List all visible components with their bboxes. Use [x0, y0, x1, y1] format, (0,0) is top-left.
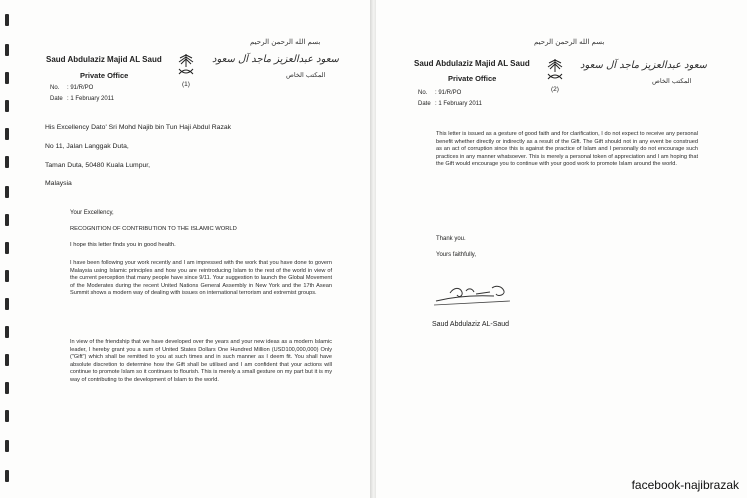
arabic-basmala: بسم الله الرحمن الرحيم — [534, 38, 605, 46]
closing: Yours faithfully, — [436, 252, 477, 258]
letter-page-2 — [376, 0, 747, 498]
page-number: (2) — [551, 86, 559, 93]
body-paragraph-2: In view of the friendship that we have developed over the years and your new ideas as a modern Islamic leader, I hereby grant you a sum of United States Dollars One Hundred Million (USD100,000,000) Only ("Gift") which shall be remitted to you at such times and in such manner as I deem fit. You shall have absolute discretion to determine how the Gift shall be utilised and I am confident that your actions will continue to promote Islam so it continues to flourish. This is merely a small gesture on my part but it is my way of contributing to the development of Islam to the world. — [70, 339, 332, 383]
palm-swords-emblem — [546, 57, 564, 83]
office-name: Private Office — [448, 74, 497, 83]
sender-name: Saud Abdulaziz Majid AL Saud — [414, 59, 530, 68]
letter-page-1 — [0, 0, 370, 498]
source-watermark: facebook-najibrazak — [631, 478, 739, 492]
body-paragraph-1: I have been following your work recently and I am impressed with the work that you have done to govern Malaysia using Islamic principles and how you are reintroducing Islam to the rest of the world in view of the current perception that many people have since 9/11. Your suggestion to launch the Global Movement of the Moderates during the recent United Nations General Assembly in New York and the 17th Asean Summit shows a modern way of dealing with issues on international terrorism and extremist groups. — [70, 260, 332, 297]
recipient-address-line2: Taman Duta, 50480 Kuala Lumpur, — [45, 162, 151, 169]
arabic-office-name: المكتب الخاص — [286, 71, 326, 79]
body-paragraph-3: This letter is issued as a gesture of good faith and for clarification, I do not expect to receive any personal benefit whether directly or indirectly as a result of the Gift. The Gift should not in any event be construed as an act of corruption since this is against the practice of Islam and I personally do not encourage such practices in any manner whatsoever. This is merely a personal token of appreciation and I am hoping that the Gift would encourage you to continue with your good work to promote Islam around the world. — [436, 131, 698, 168]
date-label: Date — [50, 96, 63, 102]
office-name: Private Office — [80, 71, 129, 80]
date-label: Date — [418, 101, 431, 107]
sender-name: Saud Abdulaziz Majid AL Saud — [46, 55, 162, 64]
arabic-office-name: المكتب الخاص — [652, 77, 692, 85]
recipient-name: His Excellency Dato' Sri Mohd Najib bin Tun Haji Abdul Razak — [45, 124, 232, 131]
subject-line: RECOGNITION OF CONTRIBUTION TO THE ISLAMIC WORLD — [70, 226, 237, 232]
ref-no-label: No. — [418, 90, 428, 96]
thank-you: Thank you. — [436, 236, 466, 242]
salutation: Your Excellency, — [70, 210, 114, 216]
signatory-name: Saud Abdulaziz AL-Saud — [432, 321, 510, 328]
ref-no-label: No. — [50, 85, 60, 91]
ref-no-value: : 91/R/PO — [435, 90, 462, 96]
palm-swords-emblem — [177, 52, 195, 78]
recipient-country: Malaysia — [45, 180, 72, 187]
date-value: : 1 February 2011 — [435, 101, 482, 107]
arabic-basmala: بسم الله الرحمن الرحيم — [250, 38, 321, 46]
greeting: I hope this letter finds you in good health. — [70, 242, 176, 248]
ref-no-value: : 91/R/PO — [67, 85, 94, 91]
date-value: : 1 February 2011 — [67, 96, 114, 102]
handwritten-signature — [432, 283, 522, 309]
arabic-letterhead-name: سعود عبدالعزيز ماجد آل سعود — [580, 60, 707, 71]
arabic-letterhead-name: سعود عبدالعزيز ماجد آل سعود — [212, 54, 339, 65]
binder-holes — [5, 0, 15, 498]
page-number: (1) — [182, 81, 190, 88]
recipient-address-line1: No 11, Jalan Langgak Duta, — [45, 143, 129, 150]
